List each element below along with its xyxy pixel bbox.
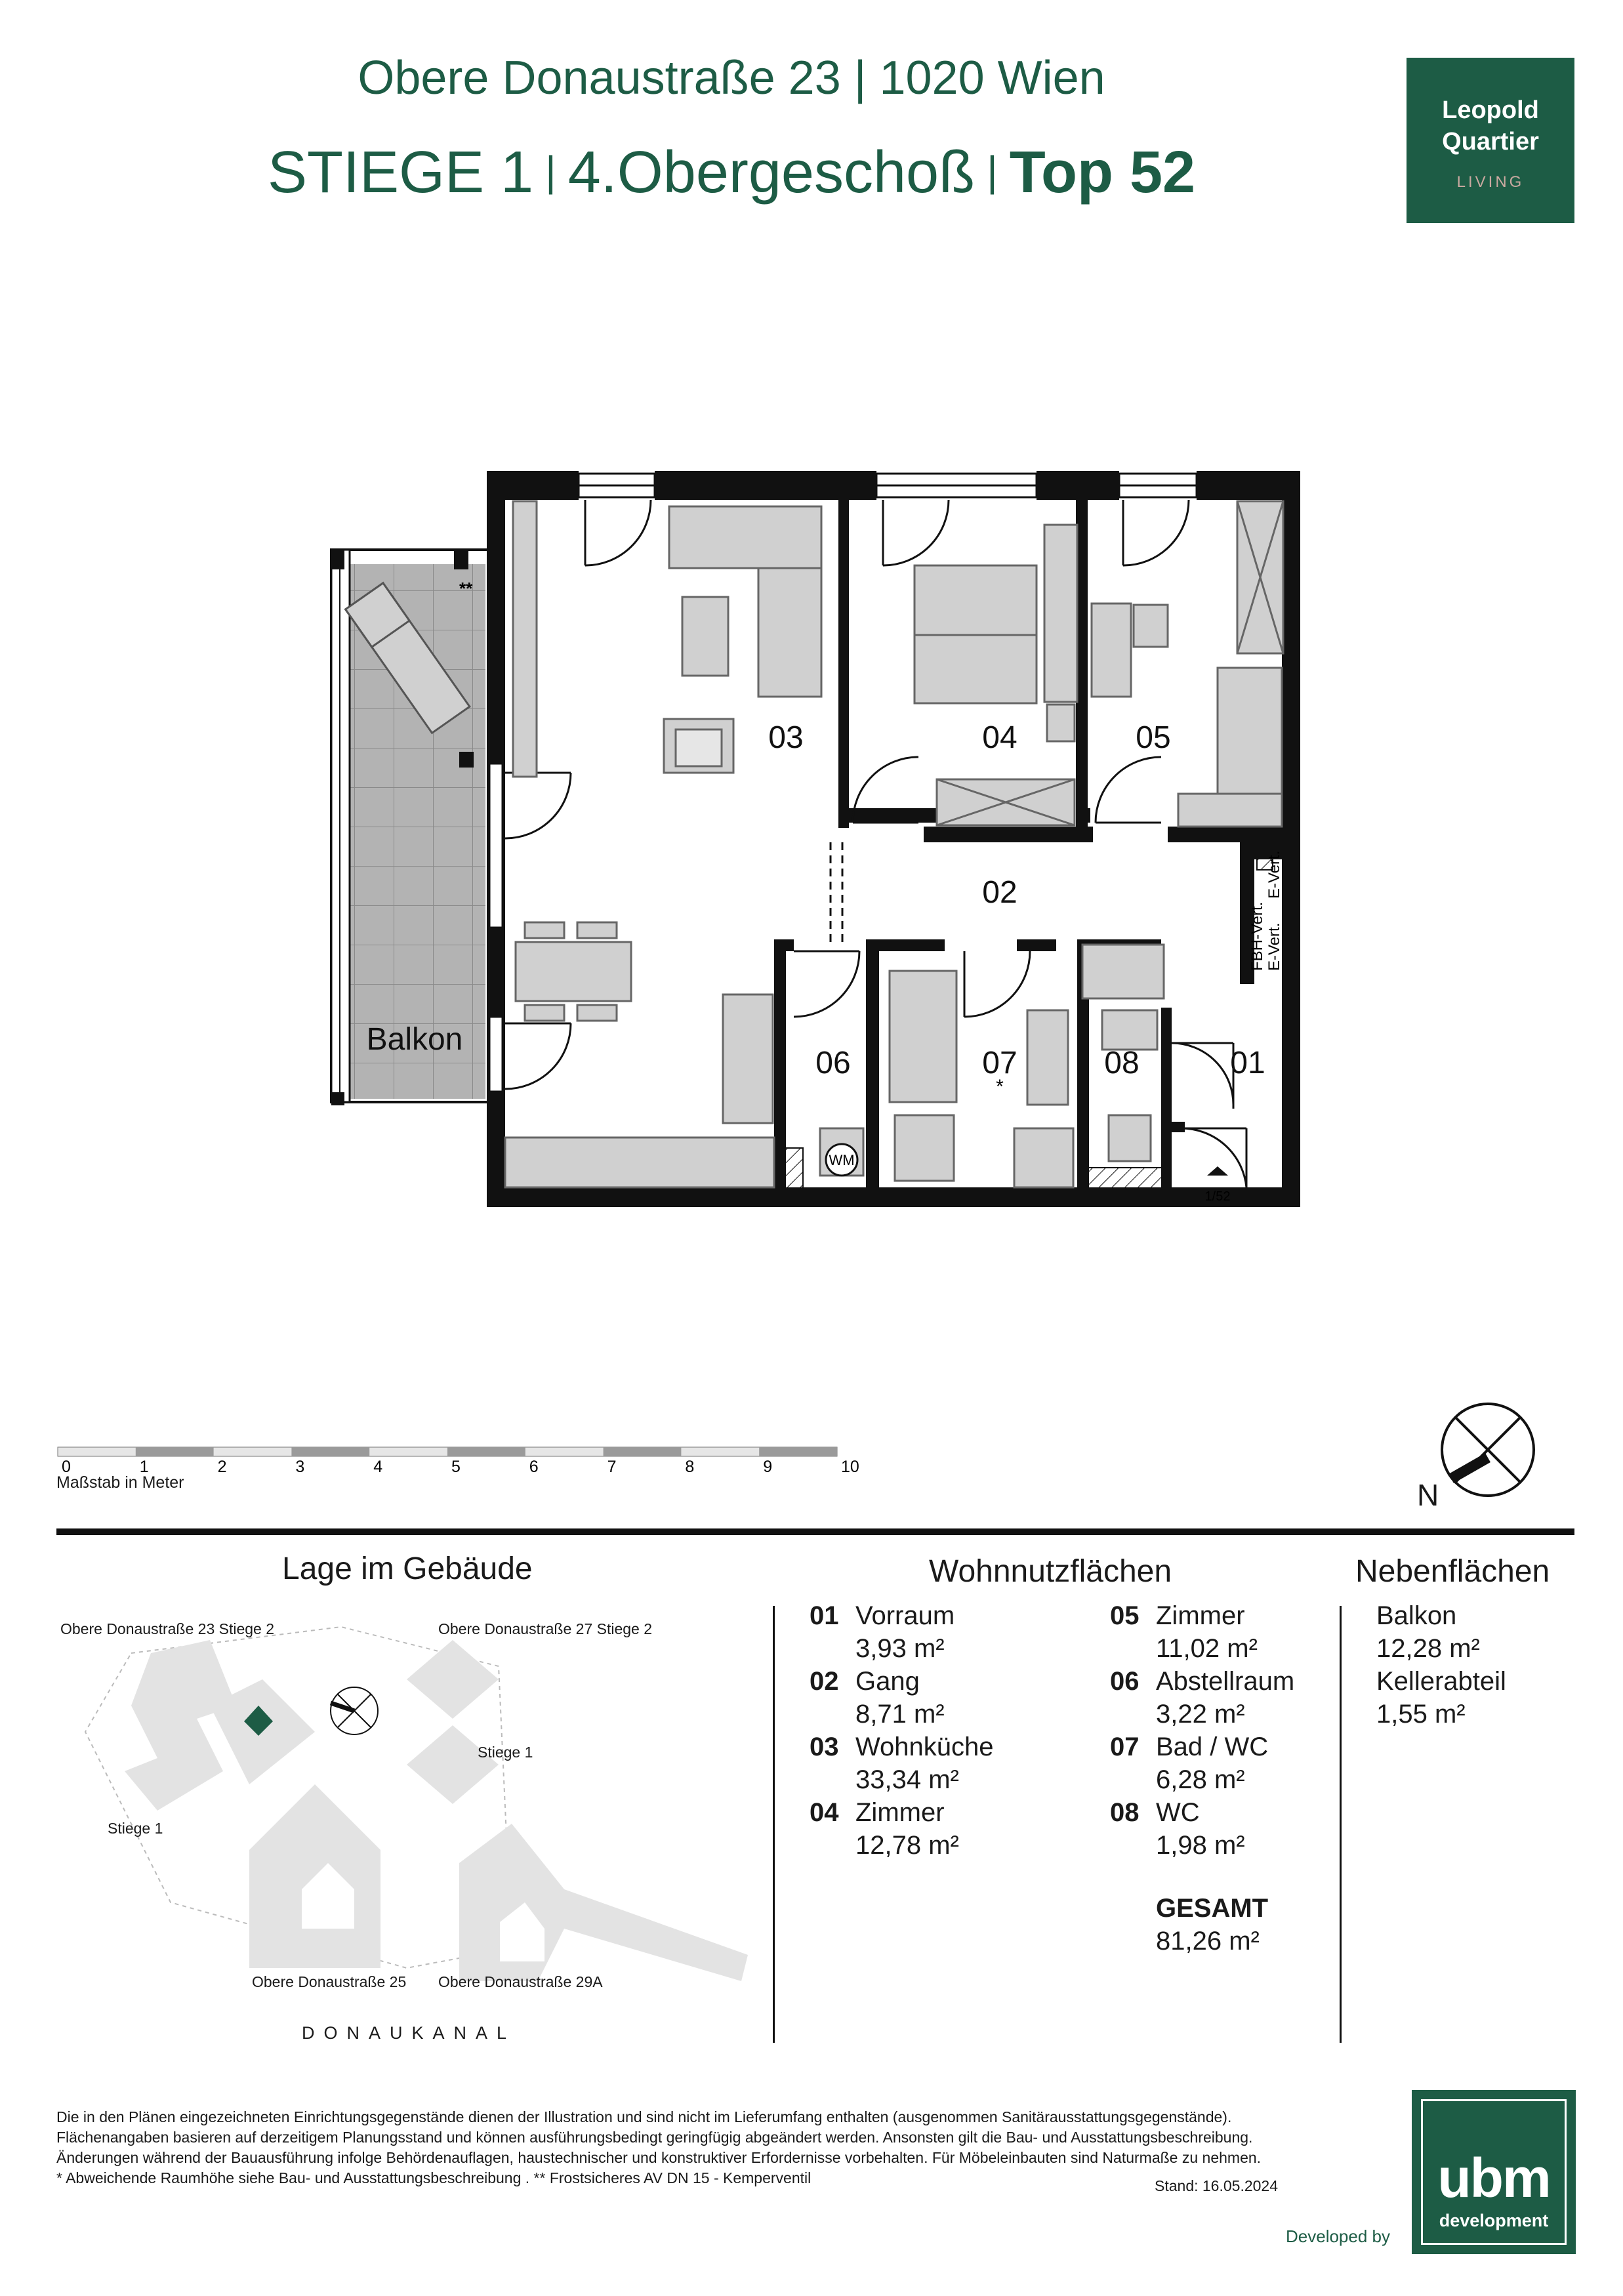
scale-segment (604, 1447, 682, 1456)
neben-value: 1,55 m² (1376, 1700, 1466, 1729)
site-label-stiege1-a: Stiege 1 (478, 1744, 533, 1761)
logo-line3: LIVING (1456, 173, 1525, 191)
room-label-02: 02 (982, 875, 1017, 910)
room-label-08: 08 (1104, 1046, 1140, 1080)
area-item (1110, 1731, 1294, 1796)
scale-segment (759, 1447, 837, 1456)
footnote-line2: Flächenangaben basieren auf derzeitigem Planungsstand und können ausführungsbedingt geringfügig abgeändert werden. Ansonsten gilt die Bau- und Ausstattungsbeschreibung. (56, 2129, 1253, 2146)
scale-tick-label: 2 (217, 1458, 227, 1476)
area-num: 03 (810, 1732, 839, 1761)
scale-tick-label: 5 (451, 1458, 461, 1476)
area-num: 04 (810, 1798, 839, 1827)
area-num: 05 (1110, 1601, 1140, 1630)
neben-name: Kellerabteil (1376, 1667, 1506, 1696)
area-item (1110, 1796, 1294, 1862)
ubm-logo (1412, 2090, 1576, 2254)
vert-label-3: E-Vert. (1265, 850, 1283, 899)
scale-tick-label: 6 (529, 1458, 539, 1476)
area-num: 07 (1110, 1732, 1140, 1761)
wohnnutzflaechen-title: Wohnnutzflächen (929, 1554, 1172, 1589)
stiege-label: STIEGE 1 (267, 140, 534, 205)
north-arrow-icon (1442, 1404, 1534, 1496)
area-value: 12,78 m² (855, 1831, 959, 1860)
area-name: Abstellraum (1156, 1667, 1295, 1696)
scale-segment (136, 1447, 214, 1456)
area-name: Wohnküche (855, 1732, 994, 1761)
area-num: 08 (1110, 1798, 1140, 1827)
total-area (1110, 1892, 1294, 1958)
room-label-07: 07 (982, 1046, 1017, 1080)
area-num: 06 (1110, 1667, 1140, 1696)
area-value: 6,28 m² (1156, 1765, 1245, 1794)
area-num: 02 (810, 1667, 839, 1696)
site-label-od29a: Obere Donaustraße 29A (438, 1973, 603, 1990)
area-name: WC (1156, 1798, 1200, 1827)
neben-item (1376, 1599, 1506, 1665)
area-num: 01 (810, 1601, 839, 1630)
neben-name: Balkon (1376, 1601, 1457, 1630)
stand-date: Stand: 16.05.2024 (1155, 2177, 1278, 2194)
scale-tick-label: 9 (763, 1458, 773, 1476)
vert-label-1: FBH-Vert. (1248, 901, 1266, 971)
area-item (810, 1665, 994, 1731)
area-item (810, 1796, 994, 1862)
balcony-label: Balkon (366, 1022, 463, 1057)
entrance-arrow-icon (1207, 1166, 1228, 1176)
site-plan (85, 1627, 748, 1981)
site-label-od23-s2: Obere Donaustraße 23 Stiege 2 (60, 1620, 275, 1637)
scale-tick-label: 0 (62, 1458, 71, 1476)
area-value: 8,71 m² (855, 1700, 945, 1729)
scale-tick-label: 1 (139, 1458, 149, 1476)
room-label-04: 04 (982, 720, 1017, 755)
scale-tick-label: 8 (685, 1458, 695, 1476)
area-name: Bad / WC (1156, 1732, 1269, 1761)
footnote-line1: Die in den Plänen eingezeichneten Einrichtungsgegenstände dienen der Illustration und sind nicht im Lieferumfang enthalten (ausgenommen Sanitärausstattungsgegenstände). (56, 2108, 1232, 2125)
neben-value: 12,28 m² (1376, 1634, 1480, 1663)
area-value: 11,02 m² (1156, 1634, 1258, 1663)
area-value: 33,34 m² (855, 1765, 959, 1794)
room-label-06: 06 (815, 1046, 851, 1080)
logo-line2: Quartier (1442, 128, 1539, 155)
nebenflaechen-title: Nebenflächen (1355, 1554, 1550, 1589)
total-label: GESAMT (1156, 1894, 1269, 1923)
site-label-od25: Obere Donaustraße 25 (252, 1973, 407, 1990)
area-value: 1,98 m² (1156, 1831, 1245, 1860)
developed-by-label: Developed by (1286, 2226, 1390, 2246)
area-item (810, 1599, 994, 1665)
canal-label: DONAUKANAL (302, 2023, 516, 2043)
north-label: N (1417, 1478, 1439, 1512)
area-list-right (1110, 1599, 1294, 1958)
area-value: 3,22 m² (1156, 1700, 1245, 1729)
ubm-logo-subtext: development (1439, 2211, 1549, 2230)
scale-caption: Maßstab in Meter (56, 1473, 184, 1492)
area-name: Gang (855, 1667, 920, 1696)
scale-tick-label: 7 (607, 1458, 617, 1476)
top-label: Top 52 (1009, 140, 1196, 205)
area-value: 3,93 m² (855, 1634, 945, 1663)
footnote-line4: * Abweichende Raumhöhe siehe Bau- und Ausstattungsbeschreibung . ** Frostsicheres AV DN 15 - Kemperventil (56, 2169, 812, 2186)
area-name: Zimmer (1156, 1601, 1245, 1630)
washer-label: WM (829, 1152, 855, 1168)
room-label-05: 05 (1136, 720, 1171, 755)
footnote-line3: Änderungen während der Bauausführung infolge Behördenauflagen, haustechnischer und konstruktiver Erfordernisse vorbehalten. Für Möbeleinbauten sind Naturmaße zu nehmen. (56, 2149, 1262, 2166)
entrance-code: 1/52 (1204, 1189, 1231, 1204)
scale-segment (291, 1447, 369, 1456)
room-label-01: 01 (1230, 1046, 1265, 1080)
lage-title: Lage im Gebäude (282, 1551, 533, 1586)
area-name: Vorraum (855, 1601, 955, 1630)
unit-heading: STIEGE 1 | 4.Obergeschoß | Top 52 (267, 140, 1196, 205)
area-name: Zimmer (855, 1798, 945, 1827)
vert-label-2: E-Vert. (1265, 922, 1283, 971)
height-mark: * (996, 1076, 1004, 1097)
frost-mark: ** (459, 579, 473, 598)
area-item (1110, 1665, 1294, 1731)
scale-tick-label: 3 (295, 1458, 305, 1476)
area-item (1110, 1599, 1294, 1665)
scale-segment (447, 1447, 525, 1456)
neben-item (1376, 1665, 1506, 1731)
total-value: 81,26 m² (1156, 1927, 1260, 1956)
floor-label: 4.Obergeschoß (567, 140, 976, 205)
area-item (810, 1731, 994, 1796)
section-divider (56, 1528, 1574, 1535)
footnote (56, 2107, 1303, 2188)
logo-line1: Leopold (1442, 96, 1539, 124)
scale-tick-label: 4 (373, 1458, 383, 1476)
washer (826, 1144, 857, 1176)
site-label-stiege1-b: Stiege 1 (108, 1820, 163, 1837)
room-label-03: 03 (768, 720, 804, 755)
project-address: Obere Donaustraße 23 | 1020 Wien (358, 52, 1105, 104)
area-list-left (810, 1599, 994, 1862)
scale-tick-label: 10 (841, 1458, 859, 1476)
site-label-od27-s2: Obere Donaustraße 27 Stiege 2 (438, 1620, 653, 1637)
neben-list (1376, 1599, 1506, 1731)
ubm-logo-text: ubm (1437, 2147, 1550, 2209)
scale-bar (58, 1447, 859, 1476)
